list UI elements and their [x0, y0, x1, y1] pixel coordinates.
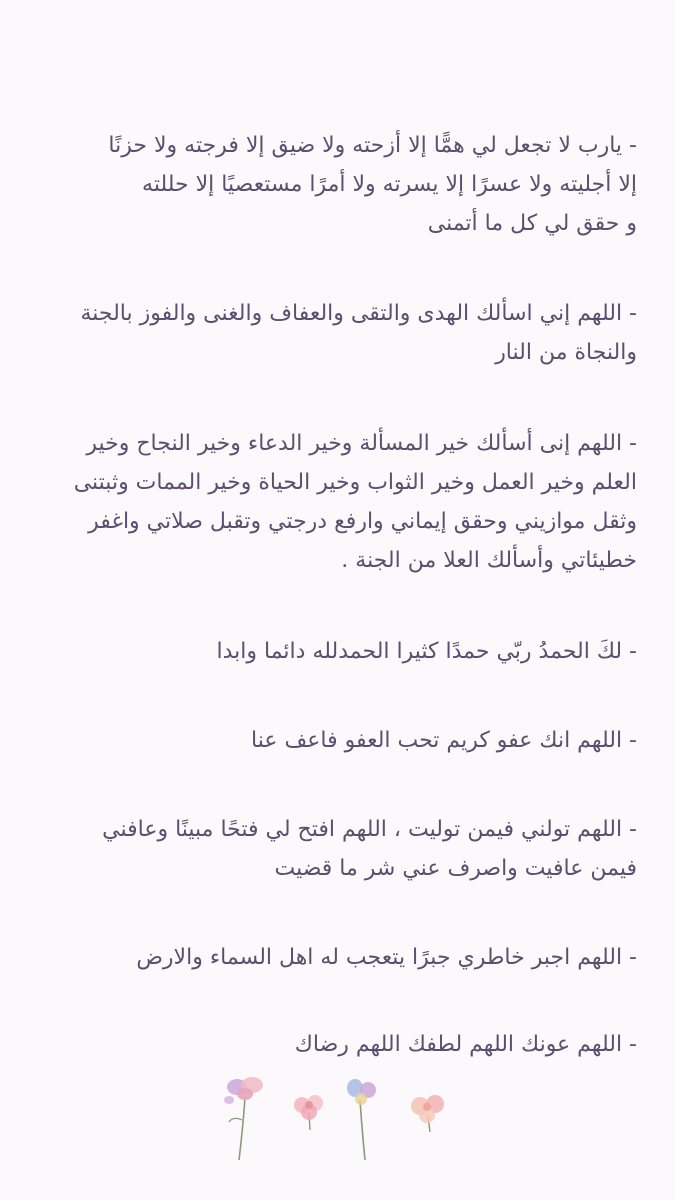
prayer-line: - اللهم إني اسألك الهدى والتقى والعفاف والغنى والفوز بالجنة: [80, 301, 637, 326]
prayer-line: - يارب لا تجعل لي همًّا إلا أزحته ولا ضيق إلا فرجته ولا حزنًا: [108, 133, 637, 158]
prayer-line: إلا أجليته ولا عسرًا إلا يسرته ولا أمرًا مستعصيًا إلا حللته: [142, 172, 637, 197]
prayer-line: وثقل موازيني وحقق إيماني وارفع درجتي وتقبل صلاتي واغفر: [88, 509, 637, 534]
prayer-line: - اللهم عونك اللهم لطفك اللهم رضاك: [294, 1032, 637, 1057]
prayer-2: [37, 294, 637, 372]
flower-rose-icon: [294, 1095, 323, 1130]
prayer-line: العلم وخير العمل وخير الثواب وخير الحياة وخير الممات وثبتنى: [73, 470, 637, 495]
prayer-line: و حقق لي كل ما أتمنى: [427, 211, 637, 236]
prayer-line: والنجاة من النار: [495, 340, 637, 365]
prayer-line: - اللهم إنى أسألك خير المسألة وخير الدعاء وخير النجاح وخير: [86, 431, 637, 456]
prayer-5: [37, 721, 637, 760]
prayer-line: - اللهم اجبر خاطري جبرًا يتعجب له اهل السماء والارض: [136, 945, 637, 970]
prayer-1: [37, 126, 637, 243]
flower-violet-icon: [347, 1079, 376, 1160]
prayer-line: - اللهم تولني فيمن توليت ، اللهم افتح لي فتحًا مبينًا وعافني: [102, 817, 637, 842]
prayer-list: [37, 126, 637, 1112]
prayer-line: خطيئاتي وأسألك العلا من الجنة .: [341, 548, 637, 573]
prayer-3: [37, 424, 637, 580]
prayer-line: - لكَ الحمدُ ربّي حمدًا كثيرا الحمدلله دائما وابدا: [216, 639, 637, 664]
prayer-line: فيمن عافيت واصرف عني شر ما قضيت: [274, 856, 637, 881]
flower-sweet-pea-icon: [224, 1077, 263, 1160]
prayer-6: [37, 810, 637, 888]
prayer-4: [37, 632, 637, 671]
prayer-line: - اللهم انك عفو كريم تحب العفو فاعف عنا: [251, 728, 637, 753]
prayer-8: [37, 1025, 637, 1064]
prayer-7: [37, 938, 637, 977]
pressed-flowers-icon: [215, 1072, 465, 1162]
flower-peony-icon: [411, 1095, 444, 1132]
